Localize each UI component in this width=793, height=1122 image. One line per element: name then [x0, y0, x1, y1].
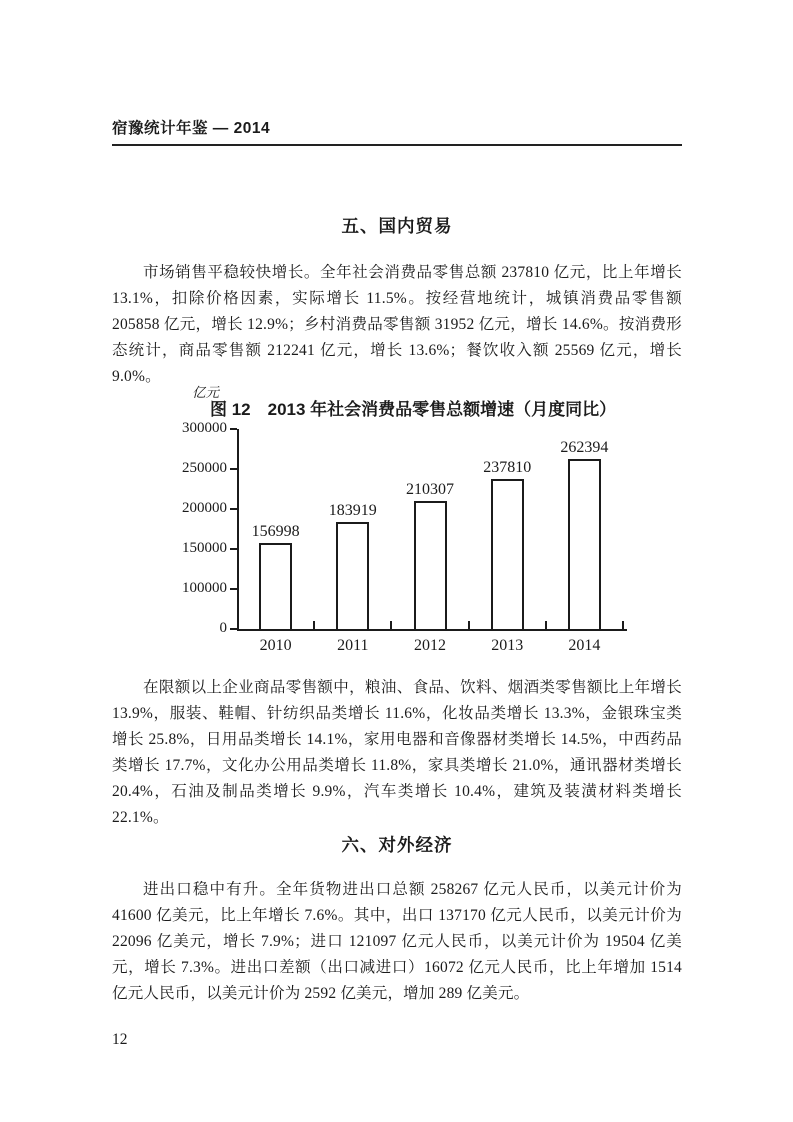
bar-value-label: 237810 — [483, 458, 532, 476]
bar — [414, 501, 447, 631]
y-axis-tick — [230, 428, 237, 430]
running-header-title: 宿豫统计年鉴 — 2014 — [112, 120, 271, 137]
bar-value-label: 156998 — [251, 523, 300, 541]
paragraph-retail-categories: 在限额以上企业商品零售额中，粮油、食品、饮料、烟酒类零售额比上年增长 13.9%，服装、鞋帽、针纺织品类增长 11.6%，化妆品类增长 13.3%，金银珠宝类增长 25.8%，日用品类增长 14.1%，家用电器和音像器材类增长 14.5%，中西药品类增长 17.7%，文化办公用品类增长 11.8%，家具类增长 21.0%，通讯器材类增长 20.4%，石油及制品类增长 9.9%，汽车类增长 10.4%，建筑及装潢材料类增长 22.1%。 — [112, 679, 682, 826]
x-axis-tick — [313, 621, 315, 629]
y-axis-tick-label: 0 — [219, 620, 227, 636]
section-title-foreign-economy: 六、对外经济 — [341, 835, 453, 855]
paragraph-retail-overview: 市场销售平稳较快增长。全年社会消费品零售总额 237810 亿元，比上年增长 13.1%，扣除价格因素，实际增长 11.5%。按经营地统计，城镇消费品零售额 205858 亿元，增长 12.9%；乡村消费品零售额 31952 亿元，增长 14.6%。按消费形态统计，商品零售额 212241 亿元，增长 13.6%；餐饮收入额 25569 亿元，增长 9.0%。 — [112, 264, 682, 385]
x-axis-tick — [622, 621, 624, 629]
y-axis-tick — [230, 588, 237, 590]
paragraph-imports-exports: 进出口稳中有升。全年货物进出口总额 258267 亿元人民币，以美元计价为 41600 亿美元，比上年增长 7.6%。其中，出口 137170 亿元人民币，以美元计价为 22096 亿美元，增长 7.9%；进口 121097 亿元人民币，以美元计价为 19504 亿美元，增长 7.3%。进出口差额（出口减进口）16072 亿元人民币，比上年增加 1514 亿元人民币，以美元计价为 2592 亿美元，增加 289 亿美元。 — [112, 881, 682, 1002]
y-axis-tick — [230, 508, 237, 510]
x-axis-label: 2014 — [568, 637, 601, 654]
y-axis-tick-label: 200000 — [182, 500, 227, 516]
bar-value-label: 210307 — [406, 480, 454, 498]
y-axis-tick-label: 300000 — [182, 420, 227, 436]
bar — [568, 459, 601, 631]
bar-value-label: 183919 — [328, 501, 377, 519]
x-axis-tick — [545, 621, 547, 629]
bar — [259, 543, 292, 631]
y-axis-tick — [230, 468, 237, 470]
y-axis-tick — [230, 628, 237, 630]
bar — [491, 479, 524, 631]
y-axis-tick-label: 250000 — [182, 460, 227, 476]
bar — [336, 522, 369, 631]
x-axis-tick — [390, 621, 392, 629]
y-axis-tick-label: 100000 — [182, 580, 227, 596]
x-axis-label: 2012 — [414, 637, 446, 654]
page-number: 12 — [112, 1031, 128, 1048]
x-axis-tick — [468, 621, 470, 629]
bar-value-label: 262394 — [560, 439, 609, 457]
chart-plot-area — [112, 384, 682, 661]
section-title-domestic-trade: 五、国内贸易 — [341, 216, 453, 236]
chart-title: 图 12 2013 年社会消费品零售总额增速（月度同比） — [210, 400, 617, 419]
y-axis-tick-label: 150000 — [182, 540, 227, 556]
x-axis-label: 2011 — [337, 637, 369, 654]
y-axis-unit-label: 亿元 — [192, 385, 219, 400]
y-axis-tick — [230, 548, 237, 550]
figure-12-bar-chart — [112, 384, 682, 661]
running-header — [112, 119, 682, 146]
x-axis-label: 2013 — [491, 637, 524, 654]
x-axis-label: 2010 — [259, 637, 292, 654]
